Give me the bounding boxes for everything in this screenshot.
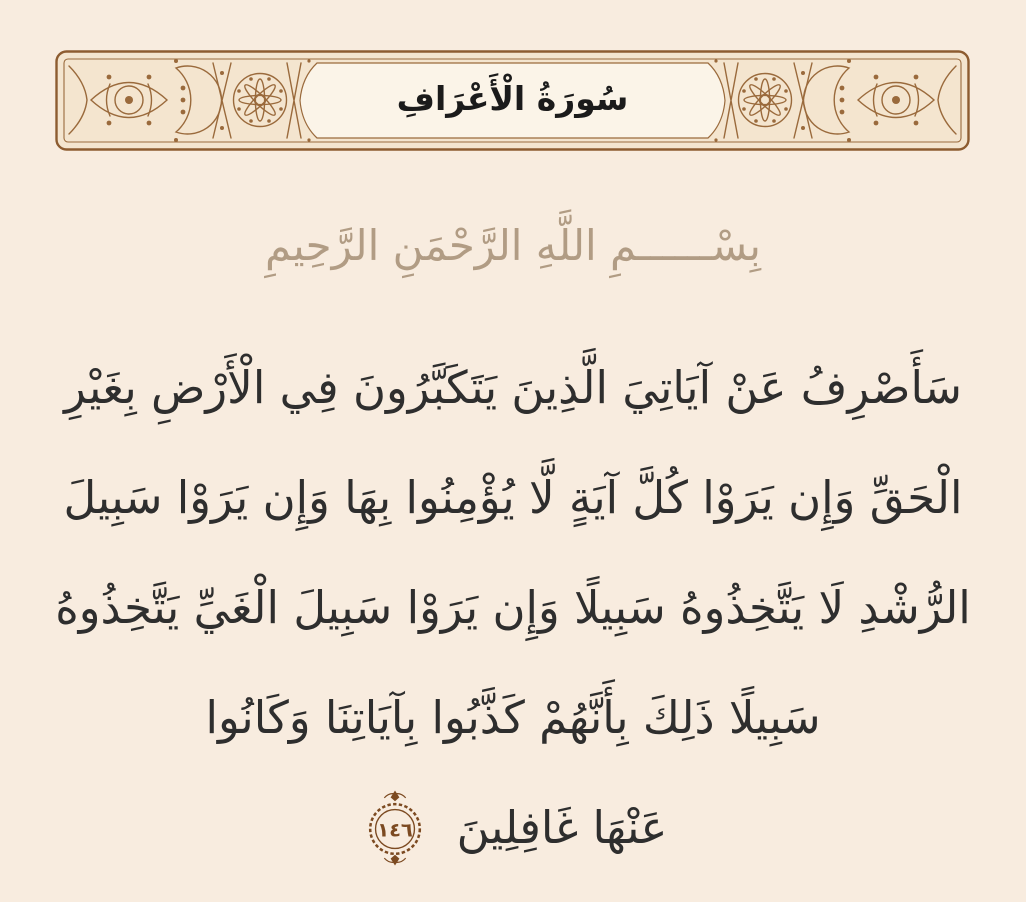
surah-title: سُورَةُ الْأَعْرَافِ: [396, 79, 629, 118]
verse-line-2: الْحَقِّ وَإِن يَرَوْا كُلَّ آيَةٍ لَّا يُؤْمِنُوا بِهَا وَإِن يَرَوْا سَبِيلَ: [63, 471, 963, 524]
verse-line-1: سَأَصْرِفُ عَنْ آيَاتِيَ الَّذِينَ يَتَكَبَّرُونَ فِي الْأَرْضِ بِغَيْرِ: [64, 361, 962, 414]
verse-last-line: [0, 773, 1026, 883]
medallion-bottom-finial: [390, 855, 399, 866]
verse-text-block: [0, 333, 1026, 883]
verse-line-5: عَنْهَا غَافِلِينَ: [456, 801, 668, 854]
verse-number: ١٤٦: [376, 818, 413, 842]
verse-number-medallion: [359, 789, 431, 867]
verse-line-4: سَبِيلًا ذَلِكَ بِأَنَّهُمْ كَذَّبُوا بِآيَاتِنَا وَكَانُوا: [205, 691, 821, 744]
surah-header-band: [55, 50, 970, 151]
verse-line-3: الرُّشْدِ لَا يَتَّخِذُوهُ سَبِيلًا وَإِن يَرَوْا سَبِيلَ الْغَيِّ يَتَّخِذُوهُ: [55, 581, 971, 634]
bismillah-text: بِسْــــــمِ اللَّهِ الرَّحْمَنِ الرَّحِيمِ: [265, 221, 761, 270]
medallion-top-finial: [390, 791, 399, 802]
